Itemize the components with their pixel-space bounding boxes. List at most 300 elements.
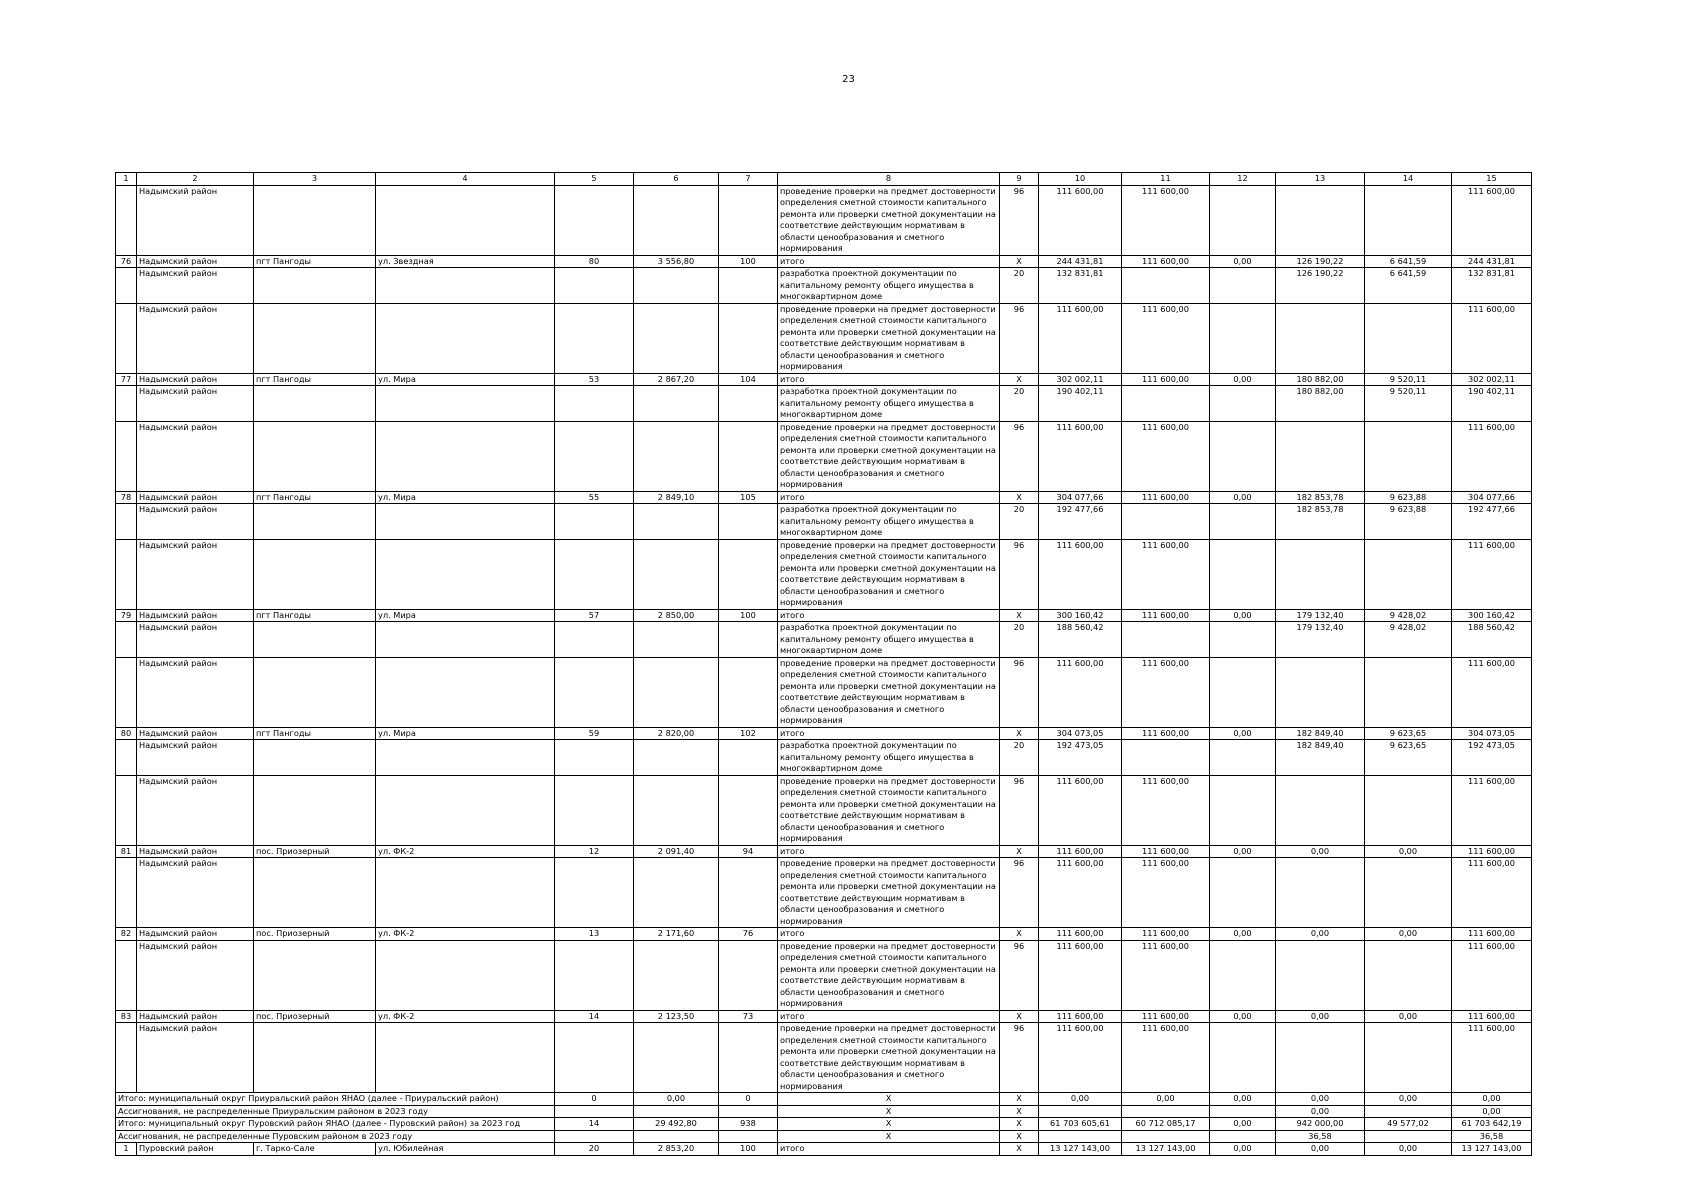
amount-cell: 111 600,00 (1452, 928, 1532, 941)
table-cell: X (1000, 928, 1039, 941)
amount-cell: 302 002,11 (1039, 373, 1122, 386)
settlement-cell (254, 940, 376, 1010)
amount-cell: 111 600,00 (1122, 1010, 1210, 1023)
summary-cell (1210, 1130, 1276, 1143)
amount-cell (1365, 421, 1452, 491)
amount-cell (1276, 657, 1365, 727)
row-number-cell: 1 (116, 1143, 137, 1156)
amount-cell: 0,00 (1210, 928, 1276, 941)
amount-cell: 9 623,65 (1365, 727, 1452, 740)
work-type-cell: итого (778, 845, 1000, 858)
district-cell: Надымский район (137, 1010, 254, 1023)
table-cell: 2 820,00 (634, 727, 719, 740)
amount-cell: 111 600,00 (1122, 657, 1210, 727)
column-header: 2 (137, 173, 254, 186)
table-cell: 3 556,80 (634, 255, 719, 268)
table-cell: 59 (555, 727, 634, 740)
table-cell (634, 185, 719, 255)
row-number-cell (116, 657, 137, 727)
summary-cell (719, 1105, 778, 1118)
table-cell (719, 858, 778, 928)
table-cell (555, 940, 634, 1010)
amount-cell: 111 600,00 (1122, 255, 1210, 268)
table-cell (634, 740, 719, 776)
district-cell: Надымский район (137, 928, 254, 941)
table-cell (719, 940, 778, 1010)
summary-cell: X (778, 1130, 1000, 1143)
street-cell: ул. ФК-2 (376, 928, 555, 941)
work-type-cell: итого (778, 255, 1000, 268)
summary-cell: X (1000, 1118, 1039, 1131)
amount-cell: 111 600,00 (1452, 775, 1532, 845)
work-type-cell: итого (778, 1143, 1000, 1156)
table-cell: 12 (555, 845, 634, 858)
table-cell: 53 (555, 373, 634, 386)
row-number-cell (116, 504, 137, 540)
amount-cell: 111 600,00 (1122, 858, 1210, 928)
work-type-cell: проведение проверки на предмет достоверности определения сметной стоимости капитального ремонта или проверки сметной документации на соответствие действующим нормативам в области ценообразования и сметного нормирования (778, 303, 1000, 373)
summary-cell: X (778, 1093, 1000, 1106)
street-cell: ул. ФК-2 (376, 845, 555, 858)
street-cell: ул. Мира (376, 609, 555, 622)
work-type-cell: проведение проверки на предмет достоверности определения сметной стоимости капитального ремонта или проверки сметной документации на соответствие действующим нормативам в области ценообразования и сметного нормирования (778, 421, 1000, 491)
column-header: 11 (1122, 173, 1210, 186)
district-cell: Надымский район (137, 845, 254, 858)
table-cell (719, 622, 778, 658)
table-cell (634, 657, 719, 727)
summary-row (116, 1118, 1532, 1131)
table-cell (555, 268, 634, 304)
summary-cell: 942 000,00 (1276, 1118, 1365, 1131)
amount-cell: 9 428,02 (1365, 622, 1452, 658)
column-header: 7 (719, 173, 778, 186)
amount-cell: 0,00 (1365, 1010, 1452, 1023)
summary-label-cell: Итого: муниципальный округ Пуровский район ЯНАО (далее - Пуровский район) за 2023 год (116, 1118, 555, 1131)
table-cell (719, 268, 778, 304)
table-row (116, 858, 1532, 928)
amount-cell: 111 600,00 (1122, 421, 1210, 491)
amount-cell: 0,00 (1210, 845, 1276, 858)
amount-cell: 0,00 (1210, 1010, 1276, 1023)
amount-cell (1276, 421, 1365, 491)
summary-cell: 0,00 (1210, 1093, 1276, 1106)
summary-cell (719, 1130, 778, 1143)
column-header: 6 (634, 173, 719, 186)
work-type-cell: проведение проверки на предмет достоверности определения сметной стоимости капитального ремонта или проверки сметной документации на соответствие действующим нормативам в области ценообразования и сметного нормирования (778, 539, 1000, 609)
amount-cell (1122, 268, 1210, 304)
amount-cell: 111 600,00 (1452, 845, 1532, 858)
amount-cell: 111 600,00 (1039, 775, 1122, 845)
work-type-cell: проведение проверки на предмет достоверности определения сметной стоимости капитального ремонта или проверки сметной документации на соответствие действующим нормативам в области ценообразования и сметного нормирования (778, 657, 1000, 727)
amount-cell: 180 882,00 (1276, 386, 1365, 422)
table-cell: 94 (719, 845, 778, 858)
row-number-cell: 78 (116, 491, 137, 504)
summary-cell (1039, 1105, 1122, 1118)
street-cell (376, 303, 555, 373)
summary-row (116, 1105, 1532, 1118)
amount-cell: 132 831,81 (1452, 268, 1532, 304)
table-cell: 100 (719, 1143, 778, 1156)
work-type-cell: итого (778, 373, 1000, 386)
table-row (116, 657, 1532, 727)
settlement-cell (254, 504, 376, 540)
row-number-cell (116, 421, 137, 491)
table-cell (634, 858, 719, 928)
street-cell (376, 539, 555, 609)
row-number-cell (116, 1023, 137, 1093)
summary-cell: 61 703 605,61 (1039, 1118, 1122, 1131)
amount-cell (1276, 858, 1365, 928)
summary-cell (634, 1105, 719, 1118)
table-cell (555, 622, 634, 658)
table-cell: 96 (1000, 539, 1039, 609)
table-cell: 76 (719, 928, 778, 941)
amount-cell: 0,00 (1276, 928, 1365, 941)
amount-cell: 190 402,11 (1039, 386, 1122, 422)
amount-cell: 0,00 (1365, 845, 1452, 858)
table-row (116, 491, 1532, 504)
table-row (116, 727, 1532, 740)
settlement-cell: пос. Приозерный (254, 928, 376, 941)
table-cell: X (1000, 609, 1039, 622)
summary-cell: 0 (555, 1093, 634, 1106)
settlement-cell (254, 775, 376, 845)
table-cell: 2 850,00 (634, 609, 719, 622)
amount-cell: 111 600,00 (1452, 940, 1532, 1010)
summary-cell (555, 1105, 634, 1118)
table-cell (555, 775, 634, 845)
street-cell (376, 858, 555, 928)
summary-cell: 0,00 (1122, 1093, 1210, 1106)
street-cell (376, 1023, 555, 1093)
table-cell: X (1000, 845, 1039, 858)
amount-cell (1365, 940, 1452, 1010)
table-row (116, 1023, 1532, 1093)
row-number-cell (116, 539, 137, 609)
amount-cell: 111 600,00 (1039, 421, 1122, 491)
summary-cell: 0,00 (1210, 1118, 1276, 1131)
table-row (116, 740, 1532, 776)
amount-cell: 244 431,81 (1039, 255, 1122, 268)
table-row (116, 539, 1532, 609)
amount-cell (1210, 386, 1276, 422)
amount-cell: 111 600,00 (1039, 940, 1122, 1010)
row-number-cell: 76 (116, 255, 137, 268)
amount-cell: 179 132,40 (1276, 609, 1365, 622)
summary-cell: 0,00 (634, 1093, 719, 1106)
summary-cell: 14 (555, 1118, 634, 1131)
settlement-cell: г. Тарко-Сале (254, 1143, 376, 1156)
amount-cell: 188 560,42 (1452, 622, 1532, 658)
amount-cell: 111 600,00 (1039, 657, 1122, 727)
amount-cell: 192 477,66 (1039, 504, 1122, 540)
table-row (116, 421, 1532, 491)
settlement-cell (254, 1023, 376, 1093)
table-cell (719, 539, 778, 609)
work-type-cell: проведение проверки на предмет достоверности определения сметной стоимости капитального ремонта или проверки сметной документации на соответствие действующим нормативам в области ценообразования и сметного нормирования (778, 185, 1000, 255)
amount-cell: 111 600,00 (1452, 303, 1532, 373)
amount-cell: 192 473,05 (1452, 740, 1532, 776)
amount-cell: 111 600,00 (1122, 940, 1210, 1010)
amount-cell (1210, 740, 1276, 776)
amount-cell (1210, 268, 1276, 304)
summary-row (116, 1130, 1532, 1143)
table-cell (555, 858, 634, 928)
amount-cell: 300 160,42 (1452, 609, 1532, 622)
table-cell (555, 421, 634, 491)
amount-cell: 190 402,11 (1452, 386, 1532, 422)
amount-cell: 111 600,00 (1122, 609, 1210, 622)
amount-cell: 111 600,00 (1039, 1023, 1122, 1093)
table-cell (719, 1023, 778, 1093)
amount-cell: 0,00 (1210, 373, 1276, 386)
district-cell: Надымский район (137, 386, 254, 422)
table-row (116, 185, 1532, 255)
amount-cell: 180 882,00 (1276, 373, 1365, 386)
amount-cell: 182 853,78 (1276, 491, 1365, 504)
table-cell: 20 (555, 1143, 634, 1156)
table-cell (719, 740, 778, 776)
table-cell (719, 657, 778, 727)
table-cell: 96 (1000, 185, 1039, 255)
settlement-cell (254, 858, 376, 928)
work-type-cell: разработка проектной документации по капитальному ремонту общего имущества в многоквартирном доме (778, 740, 1000, 776)
street-cell: ул. Мира (376, 727, 555, 740)
page-number: 23 (842, 74, 855, 85)
table-row (116, 373, 1532, 386)
amount-cell (1276, 1023, 1365, 1093)
summary-cell (1365, 1105, 1452, 1118)
settlement-cell (254, 657, 376, 727)
table-cell (634, 386, 719, 422)
amount-cell: 111 600,00 (1122, 185, 1210, 255)
amount-cell: 111 600,00 (1452, 539, 1532, 609)
summary-cell: X (778, 1105, 1000, 1118)
summary-cell: 61 703 642,19 (1452, 1118, 1532, 1131)
table-cell: 102 (719, 727, 778, 740)
table-row (116, 386, 1532, 422)
district-cell: Надымский район (137, 609, 254, 622)
table-cell: 57 (555, 609, 634, 622)
amount-cell: 304 077,66 (1452, 491, 1532, 504)
amount-cell: 179 132,40 (1276, 622, 1365, 658)
amount-cell (1276, 775, 1365, 845)
row-number-cell (116, 940, 137, 1010)
amount-cell: 111 600,00 (1039, 1010, 1122, 1023)
settlement-cell (254, 303, 376, 373)
street-cell: ул. Звездная (376, 255, 555, 268)
table-cell (634, 421, 719, 491)
summary-cell: 29 492,80 (634, 1118, 719, 1131)
district-cell: Надымский район (137, 504, 254, 540)
work-type-cell: итого (778, 1010, 1000, 1023)
settlement-cell (254, 268, 376, 304)
table-cell: X (1000, 1143, 1039, 1156)
summary-cell: 938 (719, 1118, 778, 1131)
amount-cell: 9 623,88 (1365, 491, 1452, 504)
summary-cell (1122, 1130, 1210, 1143)
amount-cell (1365, 185, 1452, 255)
street-cell: ул. Мира (376, 491, 555, 504)
table-cell (719, 185, 778, 255)
column-header: 10 (1039, 173, 1122, 186)
table-cell (555, 539, 634, 609)
amount-cell: 111 600,00 (1122, 928, 1210, 941)
table-row (116, 1010, 1532, 1023)
amount-cell: 244 431,81 (1452, 255, 1532, 268)
amount-cell: 111 600,00 (1452, 1023, 1532, 1093)
amount-cell: 111 600,00 (1452, 1010, 1532, 1023)
amount-cell: 13 127 143,00 (1122, 1143, 1210, 1156)
table-cell (719, 775, 778, 845)
amount-cell: 9 623,65 (1365, 740, 1452, 776)
amount-cell: 9 520,11 (1365, 386, 1452, 422)
table-cell: 20 (1000, 386, 1039, 422)
column-header: 15 (1452, 173, 1532, 186)
summary-cell (1210, 1105, 1276, 1118)
settlement-cell: пгт Пангоды (254, 609, 376, 622)
table-cell (634, 940, 719, 1010)
table-cell: 13 (555, 928, 634, 941)
district-cell: Надымский район (137, 858, 254, 928)
table-cell: 2 867,20 (634, 373, 719, 386)
table-cell: 55 (555, 491, 634, 504)
amount-cell: 9 520,11 (1365, 373, 1452, 386)
amount-cell: 111 600,00 (1039, 539, 1122, 609)
column-number-row (116, 173, 1532, 186)
amount-cell: 0,00 (1365, 928, 1452, 941)
amount-cell (1365, 858, 1452, 928)
row-number-cell (116, 775, 137, 845)
summary-cell: 49 577,02 (1365, 1118, 1452, 1131)
amount-cell: 182 853,78 (1276, 504, 1365, 540)
amount-cell: 111 600,00 (1122, 775, 1210, 845)
column-header: 1 (116, 173, 137, 186)
table-row (116, 775, 1532, 845)
table-cell (634, 504, 719, 540)
settlement-cell (254, 622, 376, 658)
amount-cell: 0,00 (1210, 1143, 1276, 1156)
amount-cell: 0,00 (1276, 845, 1365, 858)
settlement-cell: пгт Пангоды (254, 727, 376, 740)
table-row (116, 268, 1532, 304)
table-cell: X (1000, 491, 1039, 504)
amount-cell: 111 600,00 (1122, 1023, 1210, 1093)
table-cell: 96 (1000, 303, 1039, 373)
table-cell (634, 268, 719, 304)
amount-cell: 9 623,88 (1365, 504, 1452, 540)
settlement-cell: пос. Приозерный (254, 1010, 376, 1023)
amount-cell (1210, 539, 1276, 609)
district-cell: Надымский район (137, 373, 254, 386)
amount-cell: 111 600,00 (1452, 185, 1532, 255)
summary-cell: 0,00 (1365, 1093, 1452, 1106)
row-number-cell (116, 386, 137, 422)
street-cell (376, 421, 555, 491)
summary-cell: X (1000, 1105, 1039, 1118)
amount-cell (1122, 386, 1210, 422)
amount-cell: 182 849,40 (1276, 727, 1365, 740)
amount-cell (1210, 622, 1276, 658)
table-cell: 2 853,20 (634, 1143, 719, 1156)
amount-cell: 302 002,11 (1452, 373, 1532, 386)
table-cell (555, 1023, 634, 1093)
amount-cell: 0,00 (1210, 609, 1276, 622)
table-cell: X (1000, 1010, 1039, 1023)
settlement-cell (254, 386, 376, 422)
column-header: 12 (1210, 173, 1276, 186)
amount-cell: 304 073,05 (1452, 727, 1532, 740)
table-cell: 20 (1000, 740, 1039, 776)
table-cell (555, 657, 634, 727)
table-cell: 105 (719, 491, 778, 504)
amount-cell (1210, 421, 1276, 491)
work-type-cell: проведение проверки на предмет достоверности определения сметной стоимости капитального ремонта или проверки сметной документации на соответствие действующим нормативам в области ценообразования и сметного нормирования (778, 940, 1000, 1010)
row-number-cell: 82 (116, 928, 137, 941)
amount-cell: 126 190,22 (1276, 268, 1365, 304)
amount-cell: 111 600,00 (1039, 303, 1122, 373)
table-row (116, 928, 1532, 941)
district-cell: Надымский район (137, 740, 254, 776)
amount-cell: 9 428,02 (1365, 609, 1452, 622)
table-cell: X (1000, 727, 1039, 740)
summary-label-cell: Ассигнования, не распределенные Приуральским районом в 2023 году (116, 1105, 555, 1118)
amount-cell: 0,00 (1210, 491, 1276, 504)
amount-cell (1210, 858, 1276, 928)
table-cell: 20 (1000, 622, 1039, 658)
amount-cell: 111 600,00 (1122, 373, 1210, 386)
summary-row (116, 1093, 1532, 1106)
work-type-cell: разработка проектной документации по капитальному ремонту общего имущества в многоквартирном доме (778, 386, 1000, 422)
amount-cell (1210, 303, 1276, 373)
street-cell (376, 268, 555, 304)
amount-cell: 132 831,81 (1039, 268, 1122, 304)
district-cell: Надымский район (137, 539, 254, 609)
work-type-cell: проведение проверки на предмет достоверности определения сметной стоимости капитального ремонта или проверки сметной документации на соответствие действующим нормативам в области ценообразования и сметного нормирования (778, 1023, 1000, 1093)
amount-cell: 111 600,00 (1039, 845, 1122, 858)
summary-cell: X (778, 1118, 1000, 1131)
amount-cell: 111 600,00 (1122, 539, 1210, 609)
summary-cell: 0,00 (1039, 1093, 1122, 1106)
table-cell (555, 303, 634, 373)
street-cell (376, 740, 555, 776)
row-number-cell: 81 (116, 845, 137, 858)
table-cell: 80 (555, 255, 634, 268)
table-body (116, 173, 1532, 1156)
amount-cell: 111 600,00 (1452, 858, 1532, 928)
summary-label-cell: Итого: муниципальный округ Приуральский район ЯНАО (далее - Приуральский район) (116, 1093, 555, 1106)
district-cell: Надымский район (137, 727, 254, 740)
street-cell (376, 657, 555, 727)
amount-cell (1122, 740, 1210, 776)
work-type-cell: итого (778, 727, 1000, 740)
street-cell: ул. ФК-2 (376, 1010, 555, 1023)
amount-cell: 188 560,42 (1039, 622, 1122, 658)
summary-cell (1122, 1105, 1210, 1118)
amount-cell: 304 073,05 (1039, 727, 1122, 740)
amount-cell: 6 641,59 (1365, 255, 1452, 268)
district-cell: Пуровский район (137, 1143, 254, 1156)
amount-cell: 111 600,00 (1039, 185, 1122, 255)
amount-cell: 111 600,00 (1452, 421, 1532, 491)
settlement-cell (254, 421, 376, 491)
amount-cell: 0,00 (1365, 1143, 1452, 1156)
work-type-cell: проведение проверки на предмет достоверности определения сметной стоимости капитального ремонта или проверки сметной документации на соответствие действующим нормативам в области ценообразования и сметного нормирования (778, 775, 1000, 845)
column-header: 5 (555, 173, 634, 186)
row-number-cell (116, 740, 137, 776)
street-cell (376, 504, 555, 540)
amount-cell: 6 641,59 (1365, 268, 1452, 304)
